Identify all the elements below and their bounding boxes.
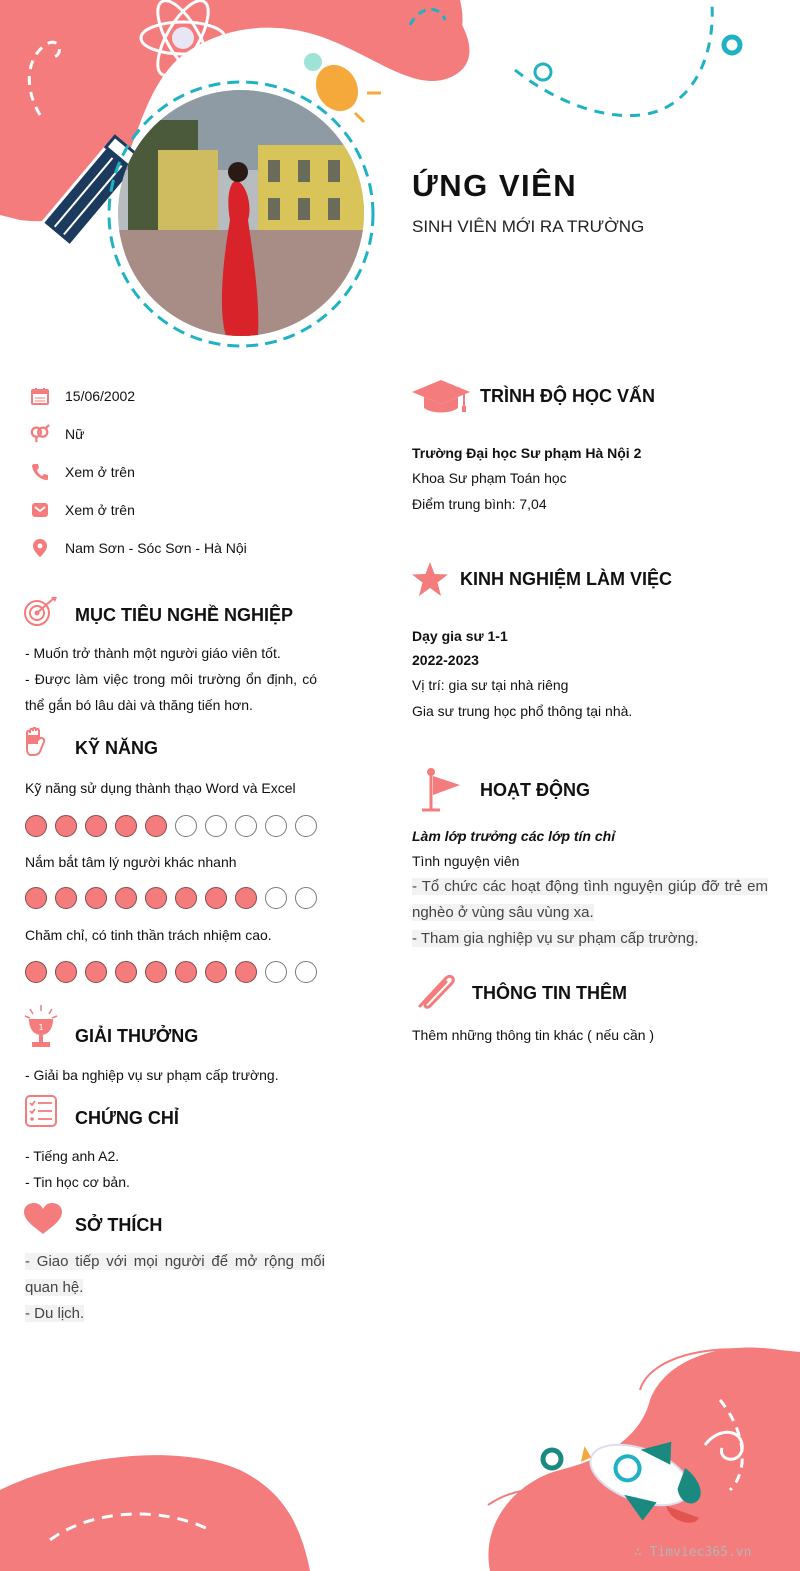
fist-icon bbox=[24, 727, 48, 762]
extra-info-title: THÔNG TIN THÊM bbox=[472, 983, 627, 1003]
education-school: Trường Đại học Sư phạm Hà Nội 2 bbox=[412, 445, 642, 461]
skill-label-3: Chăm chỉ, có tinh thần trách nhiệm cao. bbox=[25, 927, 272, 943]
skill-label-2: Nắm bắt tâm lý người khác nhanh bbox=[25, 854, 237, 870]
email-icon bbox=[30, 500, 50, 520]
experience-job: Dạy gia sư 1-1 bbox=[412, 628, 508, 644]
rating-dot bbox=[295, 815, 317, 837]
rating-dot bbox=[295, 887, 317, 909]
hobbies-title: SỞ THÍCH bbox=[75, 1215, 163, 1235]
activities-line-2-text: - Tham gia nghiệp vụ sư phạm cấp trường. bbox=[412, 930, 699, 947]
education-major: Khoa Sư phạm Toán học bbox=[412, 470, 567, 486]
certificates-title: CHỨNG CHỈ bbox=[75, 1108, 179, 1128]
activities-line-1 bbox=[412, 874, 768, 926]
ring-dot bbox=[724, 37, 740, 53]
rating-dot bbox=[205, 961, 227, 983]
candidate-subtitle: SINH VIÊN MỚI RA TRƯỜNG bbox=[412, 217, 645, 236]
avatar-photo bbox=[118, 90, 364, 336]
education-title: TRÌNH ĐỘ HỌC VẤN bbox=[480, 386, 655, 406]
bottom-left-blob bbox=[0, 1455, 310, 1571]
rating-dot bbox=[265, 887, 287, 909]
lightbulb-icon bbox=[304, 53, 381, 122]
rating-dot bbox=[175, 815, 197, 837]
objective-title: MỤC TIÊU NGHỀ NGHIỆP bbox=[75, 605, 294, 625]
objective-line-1: - Muốn trở thành một người giáo viên tốt. bbox=[25, 645, 281, 661]
phone-icon bbox=[30, 462, 50, 482]
objective-line-2: - Được làm việc trong môi trường ổn định, có thể gắn bó lâu dài và thăng tiến hơn. bbox=[25, 671, 317, 713]
rating-dot bbox=[55, 887, 77, 909]
extra-info-line-1: Thêm những thông tin khác ( nếu cần ) bbox=[412, 1027, 655, 1043]
rating-dot bbox=[115, 961, 137, 983]
contact-item-gender bbox=[30, 423, 85, 445]
activities-org: Tình nguyện viên bbox=[412, 853, 520, 869]
experience-title: KINH NGHIỆM LÀM VIỆC bbox=[460, 569, 673, 589]
activities-line-1-text: - Tổ chức các hoạt động tình nguyện giúp đỡ trẻ em nghèo ở vùng sâu vùng xa. bbox=[412, 878, 768, 921]
rating-dot bbox=[85, 815, 107, 837]
experience-description: Gia sư trung học phổ thông tại nhà. bbox=[412, 703, 633, 719]
birthday-text: 15/06/2002 bbox=[65, 388, 136, 404]
photo-illustration bbox=[118, 90, 364, 336]
hobbies-line-2-text: - Du lịch. bbox=[25, 1305, 85, 1322]
gender-text: Nữ bbox=[65, 426, 85, 442]
paperclip-icon bbox=[414, 972, 458, 1017]
rating-dot bbox=[55, 961, 77, 983]
rating-dot bbox=[55, 815, 77, 837]
skill-rating-1 bbox=[25, 815, 317, 837]
rating-dot bbox=[265, 815, 287, 837]
trophy-icon bbox=[24, 1005, 58, 1054]
checklist-icon bbox=[25, 1095, 57, 1132]
watermark: ∴ Timviec365.vn bbox=[634, 1545, 752, 1560]
rating-dot bbox=[145, 887, 167, 909]
heart-icon bbox=[24, 1203, 62, 1240]
skill-rating-2 bbox=[25, 887, 317, 909]
rating-dot bbox=[175, 887, 197, 909]
rating-dot bbox=[235, 815, 257, 837]
rating-dot bbox=[265, 961, 287, 983]
rating-dot bbox=[85, 887, 107, 909]
awards-line-1: - Giải ba nghiệp vụ sư phạm cấp trường. bbox=[25, 1067, 279, 1083]
experience-position: Vị trí: gia sư tại nhà riêng bbox=[412, 677, 569, 693]
awards-title: GIẢI THƯỞNG bbox=[75, 1026, 199, 1046]
certificates-line-2: - Tin học cơ bản. bbox=[25, 1174, 130, 1190]
contact-item-email bbox=[30, 499, 135, 521]
education-gpa: Điểm trung bình: 7,04 bbox=[412, 496, 547, 512]
flag-icon bbox=[418, 768, 462, 819]
rating-dot bbox=[145, 961, 167, 983]
calendar-icon bbox=[30, 386, 50, 406]
rating-dot bbox=[115, 887, 137, 909]
star-icon bbox=[412, 562, 448, 601]
bottom-ring-dot bbox=[543, 1450, 561, 1468]
rating-dot bbox=[25, 815, 47, 837]
hobbies-line-1 bbox=[25, 1249, 325, 1301]
rating-dot bbox=[115, 815, 137, 837]
rating-dot bbox=[85, 961, 107, 983]
hobbies-line-2 bbox=[25, 1301, 84, 1327]
contact-item-birthday bbox=[30, 385, 136, 407]
graduation-cap-icon bbox=[412, 380, 470, 419]
skills-title: KỸ NĂNG bbox=[75, 738, 159, 758]
address-text: Nam Sơn - Sóc Sơn - Hà Nội bbox=[65, 540, 247, 556]
activities-line-2 bbox=[412, 926, 698, 952]
certificates-line-1: - Tiếng anh A2. bbox=[25, 1148, 120, 1164]
rating-dot bbox=[205, 887, 227, 909]
rating-dot bbox=[235, 887, 257, 909]
dashed-curve-top-right bbox=[515, 5, 712, 116]
phone-text: Xem ở trên bbox=[65, 464, 135, 480]
svg-text:1: 1 bbox=[38, 1023, 44, 1032]
hobbies-line-1-text: - Giao tiếp với mọi người để mở rộng mối quan hệ. bbox=[25, 1253, 325, 1296]
rating-dot bbox=[295, 961, 317, 983]
candidate-name: ỨNG VIÊN bbox=[412, 168, 578, 203]
gender-icon bbox=[30, 424, 50, 444]
activities-title: HOẠT ĐỘNG bbox=[480, 780, 590, 800]
skill-label-1: Kỹ năng sử dụng thành thạo Word và Excel bbox=[25, 780, 296, 796]
rating-dot bbox=[25, 887, 47, 909]
email-text: Xem ở trên bbox=[65, 502, 135, 518]
target-icon bbox=[24, 596, 58, 633]
activities-role: Làm lớp trưởng các lớp tín chỉ bbox=[412, 828, 616, 844]
rating-dot bbox=[205, 815, 227, 837]
dashed-loop bbox=[535, 64, 551, 80]
rating-dot bbox=[175, 961, 197, 983]
location-pin-icon bbox=[30, 538, 50, 558]
skill-rating-3 bbox=[25, 961, 317, 983]
contact-item-address bbox=[30, 537, 247, 559]
contact-item-phone bbox=[30, 461, 135, 483]
rating-dot bbox=[25, 961, 47, 983]
rating-dot bbox=[145, 815, 167, 837]
rating-dot bbox=[235, 961, 257, 983]
experience-period: 2022-2023 bbox=[412, 652, 479, 668]
